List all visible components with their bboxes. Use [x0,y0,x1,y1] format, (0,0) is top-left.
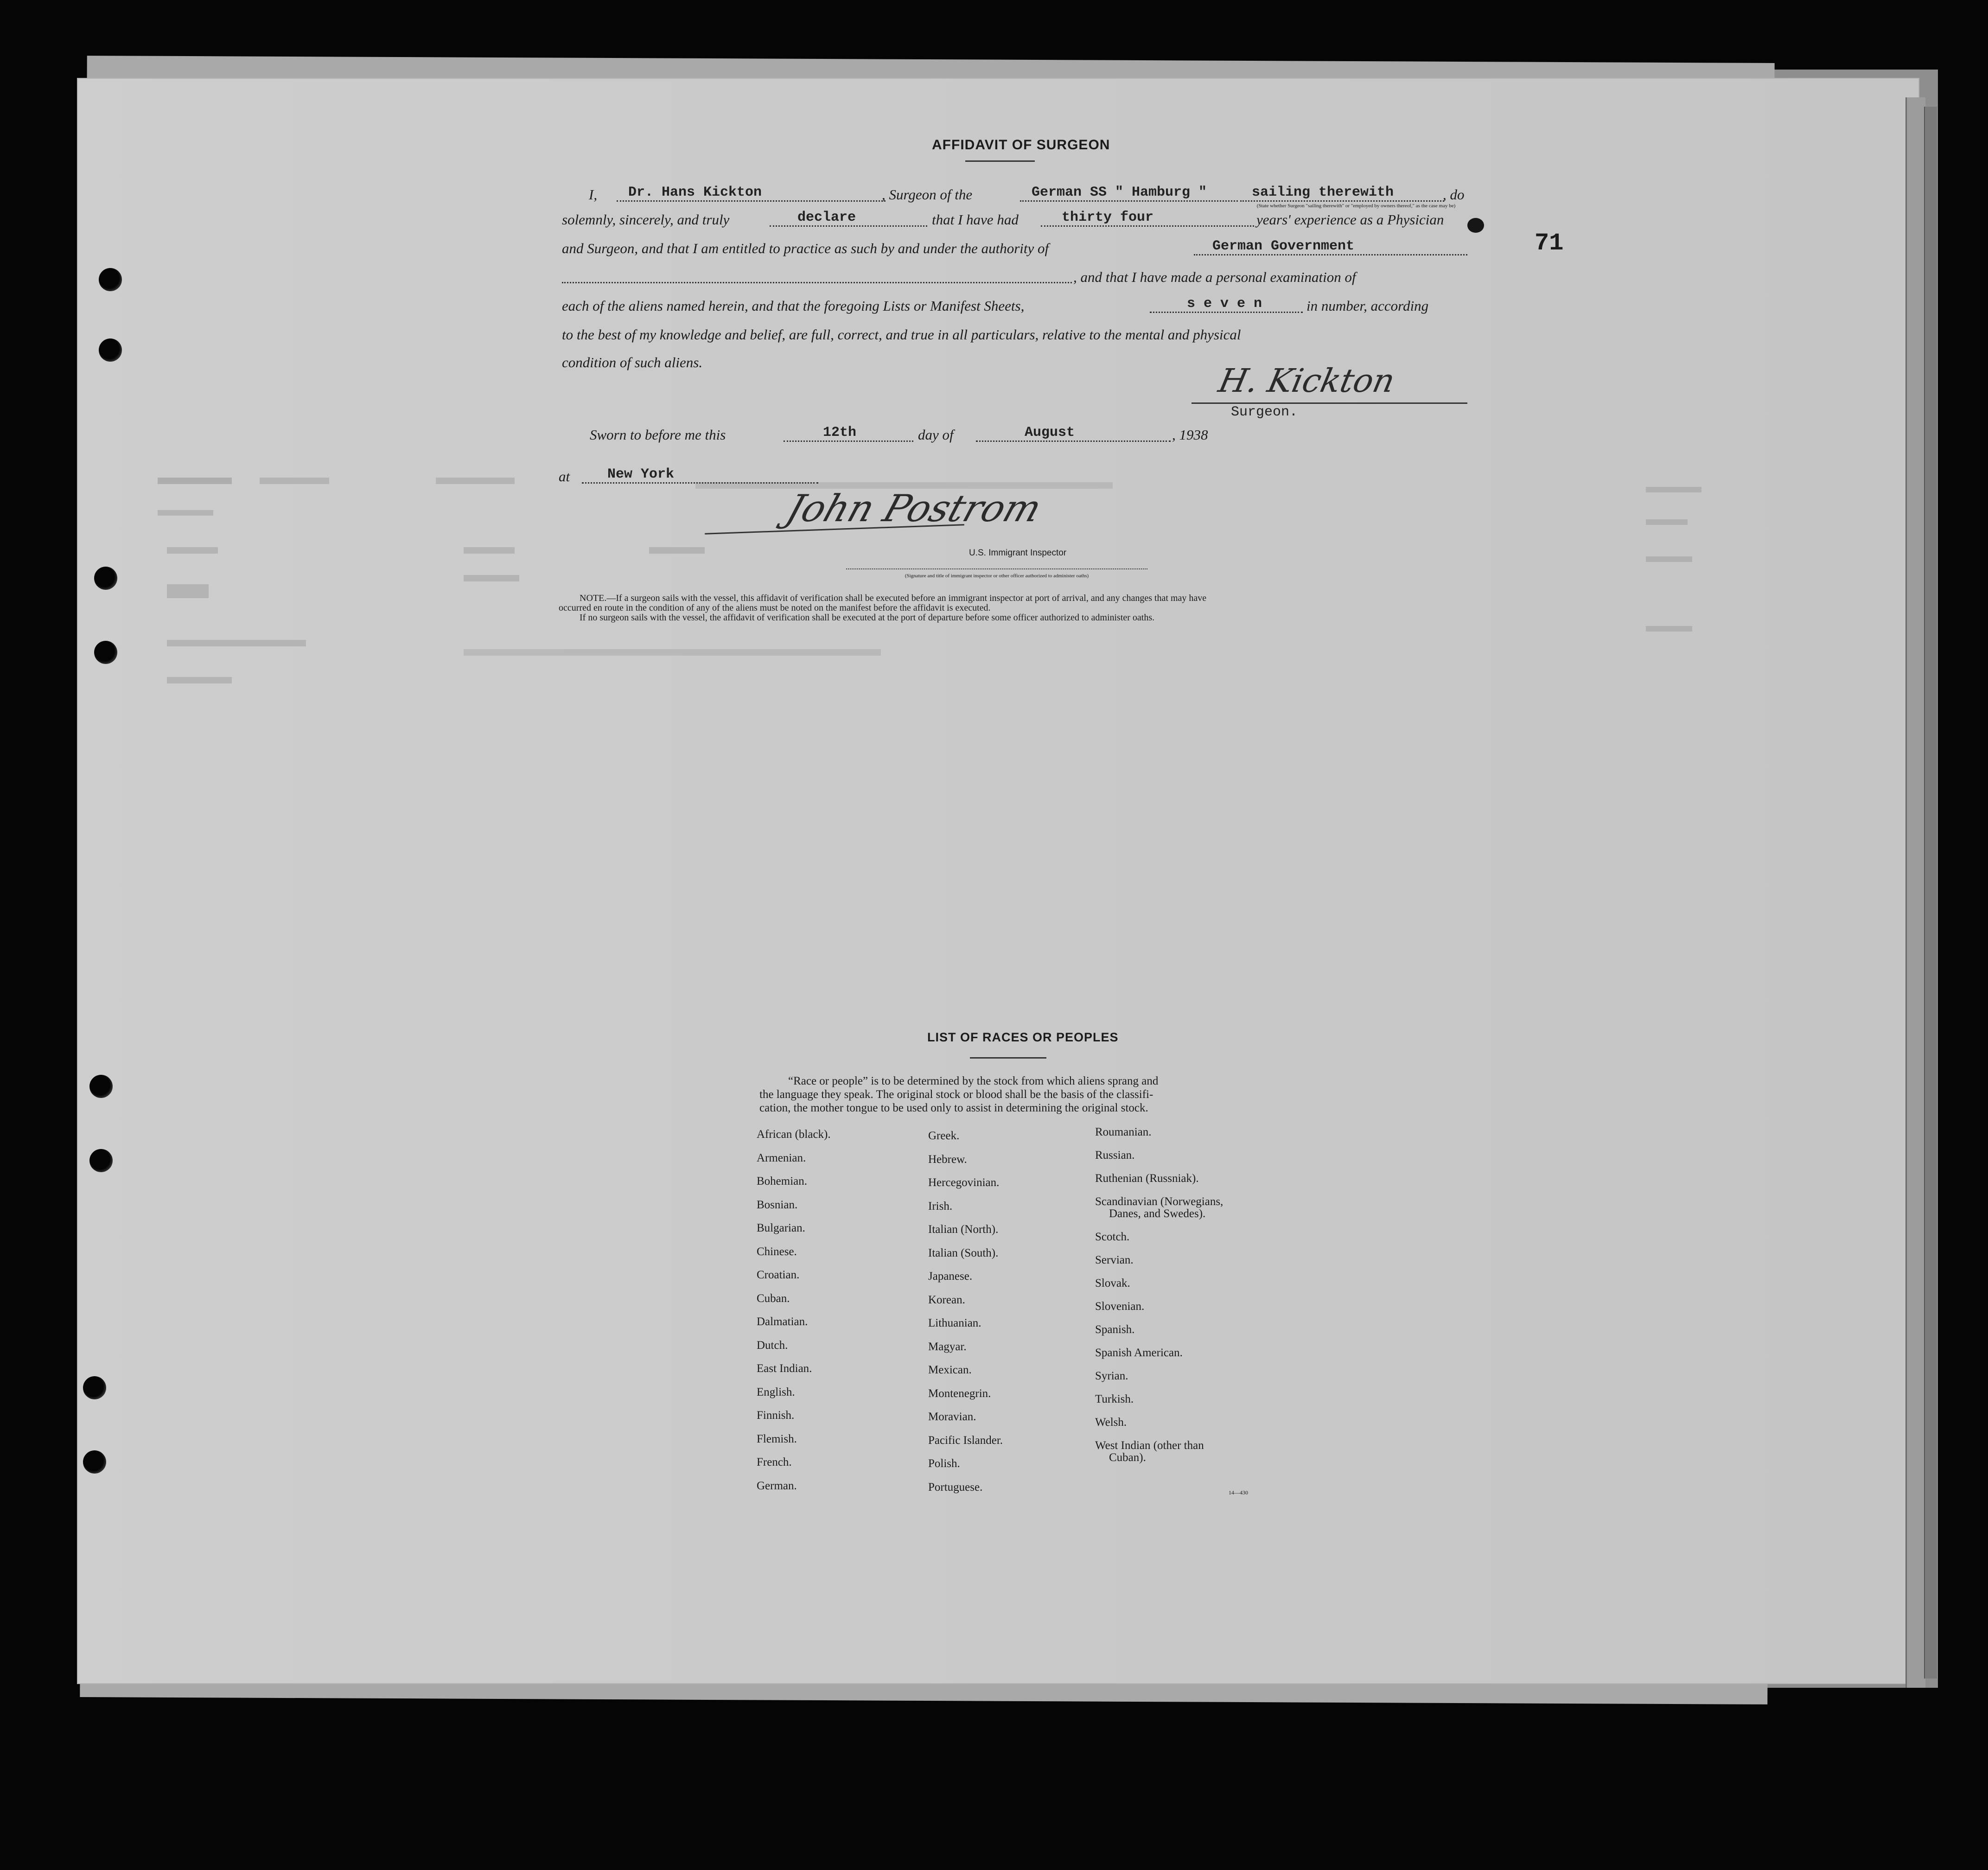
title-underline [965,160,1035,162]
affidavit-text: , Surgeon of the [882,186,973,203]
race-item: Spanish American. [1095,1347,1183,1359]
race-item: Chinese. [757,1245,797,1258]
race-item: Lithuanian. [928,1317,981,1329]
fill-line [770,225,927,227]
binder-hole [83,1450,106,1474]
race-item: Italian (North). [928,1223,999,1236]
note-line: occurred en route in the condition of any of the aliens must be noted on the manifest before the affidavit is executed. [559,603,991,613]
sworn-year: , 1938 [1172,427,1208,443]
fill-line [784,440,913,442]
binder-hole [94,641,117,664]
race-item: Portuguese. [928,1481,983,1493]
affidavit-text: to the best of my knowledge and belief, are full, correct, and true in all particulars, relative to the mental and physical [562,326,1241,343]
form-number: 14—430 [1229,1489,1248,1496]
affidavit-text: I, [589,186,598,203]
race-item: Danes, and Swedes). [1109,1207,1206,1220]
inspector-title: U.S. Immigrant Inspector [969,548,1067,558]
fill-line [846,568,1147,569]
affidavit-text: in number, according [1306,298,1429,314]
race-item: West Indian (other than [1095,1439,1204,1452]
race-item: Moravian. [928,1410,976,1423]
surgeon-signature: H. Kickton [1215,362,1398,400]
race-item: Japanese. [928,1270,973,1283]
binder-hole [94,567,117,590]
surgeon-name: Dr. Hans Kickton [628,185,762,200]
race-item: Syrian. [1095,1370,1128,1382]
race-item: Welsh. [1095,1416,1127,1429]
races-column-3 [1095,1126,1223,1463]
note-line: If no surgeon sails with the vessel, the affidavit of verification shall be executed at the port of departure before some officer authorized to administer oaths. [580,613,1155,623]
races-column-2 [928,1124,1003,1499]
race-item: Slovak. [1095,1277,1130,1289]
races-intro: the language they speak. The original stock or blood shall be the basis of the classifi- [759,1088,1153,1101]
affidavit-text: Sworn to before me this [590,427,726,443]
binder-hole [99,268,122,291]
fill-line [1150,312,1303,313]
race-item: Dutch. [757,1339,788,1352]
fill-line [1194,254,1467,255]
race-item: Ruthenian (Russniak). [1095,1172,1199,1185]
affidavit-text: years' experience as a Physician [1256,211,1444,228]
fill-line [1240,200,1444,202]
declaration: declare [797,210,856,225]
race-item: English. [757,1385,795,1398]
races-intro: cation, the mother tongue to be used only to assist in determining the original stock. [759,1102,1148,1114]
race-item: Scotch. [1095,1231,1130,1243]
race-item: Hebrew. [928,1153,967,1166]
race-item: Italian (South). [928,1246,999,1259]
race-item: Armenian. [757,1151,806,1164]
sailing-note: (State whether Surgeon "sailing therewith" or "employed by owners thereof," as the case may be) [1256,203,1456,209]
races-column-1 [757,1123,831,1498]
race-item: Cuban). [1109,1451,1146,1464]
binder-hole [89,1075,113,1098]
fill-line [1020,200,1238,202]
race-item: Bosnian. [757,1198,798,1211]
race-item: Turkish. [1095,1393,1134,1405]
inspector-caption: (Signature and title of immigrant inspector or other officer authorized to administer oaths) [905,573,1089,579]
race-item: Dalmatian. [757,1315,808,1328]
page-number: 71 [1535,230,1564,257]
fill-line [976,440,1171,442]
surgeon-label: Surgeon. [1231,404,1298,420]
sworn-month: August [1025,425,1075,440]
binder-hole [83,1376,106,1399]
race-item: Magyar. [928,1340,967,1353]
race-item: Roumanian. [1095,1126,1152,1138]
affidavit-text: , and that I have made a personal examination of [1073,269,1356,285]
race-item: Servian. [1095,1254,1134,1266]
affidavit-text: solemnly, sincerely, and truly [562,211,730,228]
affidavit-text: at [559,468,570,485]
page-edge [1924,107,1937,1679]
race-item: Russian. [1095,1149,1135,1162]
fill-line [617,200,886,202]
race-item: Bohemian. [757,1175,808,1187]
sworn-day: 12th [823,425,857,440]
fill-line [582,482,818,484]
authority: German Government [1212,238,1355,254]
affidavit-text: each of the aliens named herein, and that the foregoing Lists or Manifest Sheets, [562,298,1025,314]
note-line: NOTE.—If a surgeon sails with the vessel, this affidavit of verification shall be executed before an immigrant inspector at port of arrival, and any changes that may have [580,593,1207,603]
signature-line [1192,402,1467,404]
race-item: Pacific Islander. [928,1434,1003,1447]
race-item: Hercegovinian. [928,1176,1000,1189]
page-edge [1905,97,1925,1688]
binder-hole [99,338,122,362]
race-item: Montenegrin. [928,1387,991,1400]
race-item: Flemish. [757,1432,797,1445]
race-item: Greek. [928,1130,960,1142]
race-item: Korean. [928,1293,965,1306]
race-item: Finnish. [757,1409,795,1422]
race-item: East Indian. [757,1362,812,1375]
race-item: Scandinavian (Norwegians, [1095,1195,1223,1208]
binder-hole [89,1149,113,1172]
race-item: Cuban. [757,1292,790,1305]
fill-line [562,282,1072,283]
affidavit-text: day of [918,427,954,443]
affidavit-text: condition of such aliens. [562,354,703,370]
affidavit-text: and Surgeon, and that I am entitled to practice as such by and under the authority of [562,240,1049,256]
race-item: Croatian. [757,1269,800,1281]
race-item: German. [757,1479,797,1492]
title-underline [970,1057,1046,1059]
years-experience: thirty four [1062,210,1154,225]
race-item: Polish. [928,1457,960,1470]
sailing-status: sailing therewith [1252,185,1394,200]
race-item: Bulgarian. [757,1222,805,1234]
race-item: Irish. [928,1200,953,1213]
race-item: Slovenian. [1095,1300,1145,1313]
race-item: Mexican. [928,1364,972,1376]
affidavit-title: AFFIDAVIT OF SURGEON [932,137,1110,153]
races-intro: “Race or people” is to be determined by the stock from which aliens sprang and [788,1075,1159,1087]
race-item: African (black). [757,1128,831,1141]
sworn-place: New York [607,466,675,482]
races-title: LIST OF RACES OR PEOPLES [927,1030,1119,1044]
ink-blot [1467,218,1484,233]
affidavit-text: that I have had [932,211,1019,228]
race-item: French. [757,1456,792,1468]
inspector-signature: John Postrom [781,487,1047,530]
race-item: Spanish. [1095,1323,1135,1336]
fill-line [1041,225,1254,227]
sheet-count: s e v e n [1187,296,1262,312]
vessel-name: German SS " Hamburg " [1032,185,1207,200]
affidavit-text: , do [1443,186,1465,203]
